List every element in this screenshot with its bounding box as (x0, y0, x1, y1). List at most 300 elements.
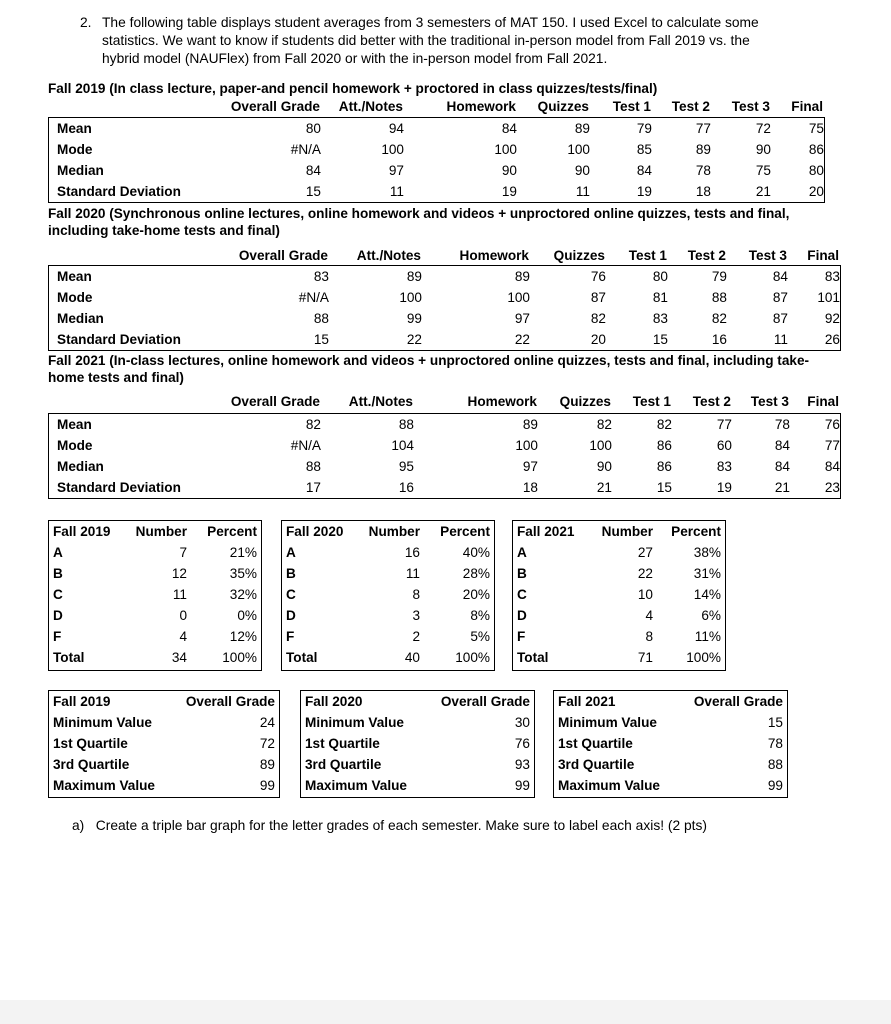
cell: 15 (652, 332, 668, 347)
col-header: Fall 2020 (305, 694, 363, 709)
cell: 93 (514, 757, 530, 772)
cell: 17 (305, 480, 321, 495)
table-row (301, 775, 534, 796)
table-row (49, 712, 279, 733)
grade-label: B (517, 566, 527, 581)
table-row (513, 605, 725, 626)
table-row (49, 563, 261, 584)
cell: 31% (693, 566, 721, 581)
col-header: Percent (671, 524, 721, 539)
col-header: Number (368, 524, 420, 539)
col-header: Fall 2019 (53, 524, 111, 539)
stat-label: 1st Quartile (53, 736, 128, 751)
grade-label: C (53, 587, 63, 602)
cell: 12 (171, 566, 187, 581)
cell: 60 (716, 438, 732, 453)
table-row (49, 542, 261, 563)
cell: 88 (313, 311, 329, 326)
col-header: Percent (207, 524, 257, 539)
table-row (49, 647, 261, 668)
cell: 26 (824, 332, 840, 347)
question-a-label: a) (72, 818, 85, 833)
row-label: Median (57, 459, 104, 474)
cell: 104 (391, 438, 414, 453)
cell: 22 (637, 566, 653, 581)
grade-label: D (53, 608, 63, 623)
stat-label: 3rd Quartile (53, 757, 130, 772)
cell: 11% (694, 629, 721, 644)
cell: 8 (645, 629, 653, 644)
cell: 82 (590, 311, 606, 326)
cell: 84 (501, 121, 517, 136)
cell: 88 (767, 757, 783, 772)
cell: 79 (711, 269, 727, 284)
intro-line-3: hybrid model (NAUFlex) from Fall 2020 or with the in-person model from Fall 2021. (102, 51, 608, 66)
cell: 32% (229, 587, 257, 602)
col-header: Homework (459, 248, 529, 263)
stat-label: 3rd Quartile (558, 757, 635, 772)
row-label: Median (57, 163, 104, 178)
cell: 80 (808, 163, 824, 178)
fall2021-stats-body (49, 414, 840, 498)
col-header: Number (601, 524, 653, 539)
cell: 79 (636, 121, 652, 136)
cell: 86 (656, 459, 672, 474)
cell: 34 (171, 650, 187, 665)
cell: 4 (179, 629, 187, 644)
cell: 21 (755, 184, 771, 199)
col-header: Overall Grade (693, 694, 783, 709)
fall2021-stats-table (48, 391, 839, 412)
table-row (282, 647, 494, 668)
table-row (282, 542, 494, 563)
cell: 100 (515, 438, 538, 453)
cell: 95 (398, 459, 414, 474)
stat-label: Maximum Value (558, 778, 660, 793)
cell: 99 (767, 778, 783, 793)
cell: 0 (179, 608, 187, 623)
fall2021-stats-box (48, 413, 841, 499)
cell: 83 (716, 459, 732, 474)
cell: 21% (229, 545, 257, 560)
table-row (49, 584, 261, 605)
cell: 76 (590, 269, 606, 284)
fall2019-stats-body (49, 118, 824, 202)
cell: 20 (808, 184, 824, 199)
cell: 7 (179, 545, 187, 560)
cell: 38% (693, 545, 721, 560)
cell: 89 (522, 417, 538, 432)
cell: 90 (596, 459, 612, 474)
table-row (513, 584, 725, 605)
fall2019-title: Fall 2019 (In class lecture, paper-and pencil homework + proctored in class quizzes/tests/final) (48, 81, 658, 96)
col-header: Test 2 (692, 394, 731, 409)
cell: 99 (259, 778, 275, 793)
cell: 100% (455, 650, 490, 665)
question-a (72, 818, 707, 833)
table-row (49, 308, 840, 329)
cell: 16 (404, 545, 420, 560)
cell: 11 (773, 332, 788, 347)
cell: 97 (522, 459, 538, 474)
table-row (49, 605, 261, 626)
grade-label: F (517, 629, 526, 644)
cell: 78 (767, 736, 783, 751)
stats-header-row (48, 245, 839, 266)
cell: 84 (772, 269, 788, 284)
cell: 76 (514, 736, 530, 751)
cell: 14% (693, 587, 721, 602)
row-label: Standard Deviation (57, 184, 181, 199)
cell: 23 (824, 480, 840, 495)
grade-label: F (53, 629, 62, 644)
fall2020-stats-table (48, 245, 839, 266)
col-header: Homework (446, 99, 516, 114)
cell: 90 (755, 142, 771, 157)
grade-label: Total (286, 650, 318, 665)
cell: 99 (406, 311, 422, 326)
cell: 89 (695, 142, 711, 157)
table-row (301, 712, 534, 733)
table-row (554, 712, 787, 733)
stats-header-row (48, 391, 839, 412)
cell: 8 (412, 587, 420, 602)
cell: 100 (507, 290, 530, 305)
table-row (513, 647, 725, 668)
cell: 89 (574, 121, 590, 136)
fall2021-quartile-table (554, 691, 787, 796)
col-header: Overall Grade (440, 694, 530, 709)
cell: 83 (313, 269, 329, 284)
cell: 71 (637, 650, 653, 665)
cell: 84 (636, 163, 652, 178)
cell: 84 (824, 459, 840, 474)
grade-label: A (517, 545, 527, 560)
fall2020-title (48, 205, 868, 239)
grade-header-row (49, 521, 261, 542)
cell: 87 (772, 311, 788, 326)
fall2019-grade-table-box (48, 520, 262, 671)
col-header: Quizzes (559, 394, 611, 409)
cell: 100% (686, 650, 721, 665)
cell: 15 (656, 480, 672, 495)
cell: 75 (755, 163, 771, 178)
cell: 77 (716, 417, 732, 432)
table-row (49, 733, 279, 754)
col-header: Test 1 (612, 99, 651, 114)
cell: 18 (522, 480, 538, 495)
col-header: Overall Grade (185, 694, 275, 709)
cell: 15 (313, 332, 329, 347)
cell: 100 (567, 142, 590, 157)
table-row (49, 160, 824, 181)
cell: 27 (637, 545, 653, 560)
col-header: Fall 2021 (517, 524, 575, 539)
cell: 81 (652, 290, 668, 305)
stats-header-row (48, 96, 823, 117)
cell: 15 (305, 184, 321, 199)
question-number: 2. (80, 15, 92, 30)
cell: 94 (388, 121, 404, 136)
cell: 12% (229, 629, 257, 644)
table-row (49, 329, 840, 350)
page-bottom-edge (0, 1000, 891, 1024)
col-header: Test 3 (748, 248, 787, 263)
col-header: Homework (467, 394, 537, 409)
cell: 100 (589, 438, 612, 453)
col-header: Percent (440, 524, 490, 539)
cell: #N/A (290, 142, 321, 157)
cell: 77 (824, 438, 840, 453)
table-row (49, 266, 840, 287)
fall2021-grade-table (513, 521, 725, 668)
table-row (49, 287, 840, 308)
fall2019-grade-table (49, 521, 261, 668)
grade-label: Total (517, 650, 549, 665)
grade-label: F (286, 629, 295, 644)
cell: 83 (824, 269, 840, 284)
cell: 78 (695, 163, 711, 178)
cell: 82 (711, 311, 727, 326)
col-header: Fall 2019 (53, 694, 111, 709)
cell: 89 (514, 269, 530, 284)
row-label: Mode (57, 438, 93, 453)
cell: 99 (514, 778, 530, 793)
fall2020-grade-table-box (281, 520, 495, 671)
cell: 84 (305, 163, 321, 178)
grade-label: C (517, 587, 527, 602)
grade-header-row (282, 521, 494, 542)
col-header: Test 2 (687, 248, 726, 263)
col-header: Quizzes (553, 248, 605, 263)
cell: 20% (462, 587, 490, 602)
grade-label: B (286, 566, 296, 581)
table-row (513, 626, 725, 647)
table-row (49, 181, 824, 202)
cell: 88 (711, 290, 727, 305)
cell: 100 (399, 290, 422, 305)
cell: 101 (817, 290, 840, 305)
cell: 86 (808, 142, 824, 157)
grade-label: A (286, 545, 296, 560)
row-label: Standard Deviation (57, 480, 181, 495)
table-row (49, 414, 840, 435)
fall2020-title-line-1: Fall 2020 (Synchronous online lectures, online homework and videos + unproctored online quizzes, tests and final, (48, 206, 790, 221)
grade-label: B (53, 566, 63, 581)
grade-header-row (513, 521, 725, 542)
cell: 85 (636, 142, 652, 157)
table-row (49, 435, 840, 456)
fall2020-grade-table (282, 521, 494, 668)
table-row (513, 542, 725, 563)
cell: 18 (695, 184, 711, 199)
fall2020-quartile-table (301, 691, 534, 796)
cell: 80 (652, 269, 668, 284)
cell: 86 (656, 438, 672, 453)
table-row (49, 775, 279, 796)
row-label: Standard Deviation (57, 332, 181, 347)
stat-label: Maximum Value (305, 778, 407, 793)
cell: 97 (388, 163, 404, 178)
row-label: Median (57, 311, 104, 326)
table-row (282, 584, 494, 605)
fall2019-stats-box (48, 117, 825, 203)
cell: 16 (711, 332, 727, 347)
cell: 11 (405, 566, 420, 581)
table-row (282, 626, 494, 647)
cell: 20 (590, 332, 606, 347)
grade-label: C (286, 587, 296, 602)
cell: 40% (462, 545, 490, 560)
cell: 84 (774, 459, 790, 474)
table-row (49, 754, 279, 775)
cell: 19 (636, 184, 652, 199)
cell: 92 (824, 311, 840, 326)
cell: 28% (462, 566, 490, 581)
stat-label: Minimum Value (53, 715, 152, 730)
col-header: Number (135, 524, 187, 539)
cell: 11 (389, 184, 404, 199)
stat-label: 1st Quartile (305, 736, 380, 751)
intro-line-1: The following table displays student averages from 3 semesters of MAT 150. I used Excel to calculate some (102, 15, 759, 30)
cell: 89 (259, 757, 275, 772)
cell: 100% (222, 650, 257, 665)
table-row (513, 563, 725, 584)
fall2021-title-line-1: Fall 2021 (In-class lectures, online homework and videos + unproctored online quizzes, tests and final, including take- (48, 353, 810, 368)
cell: 82 (656, 417, 672, 432)
fall2021-title (48, 352, 868, 386)
table-row (49, 118, 824, 139)
cell: 21 (774, 480, 790, 495)
question-a-text: Create a triple bar graph for the letter grades of each semester. Make sure to label each axis! (2 pts) (95, 818, 707, 833)
col-header: Test 1 (628, 248, 667, 263)
cell: 76 (824, 417, 840, 432)
quartile-header-row (554, 691, 787, 712)
stat-label: Minimum Value (558, 715, 657, 730)
cell: 35% (229, 566, 257, 581)
fall2020-stats-box (48, 265, 841, 351)
fall2019-quartile-table-box (48, 690, 280, 798)
cell: 82 (596, 417, 612, 432)
cell: 11 (172, 587, 187, 602)
cell: 10 (637, 587, 653, 602)
table-row (282, 563, 494, 584)
cell: 100 (381, 142, 404, 157)
cell: 11 (575, 184, 590, 199)
cell: #N/A (290, 438, 321, 453)
cell: 78 (774, 417, 790, 432)
stat-label: 3rd Quartile (305, 757, 382, 772)
cell: 6% (701, 608, 721, 623)
cell: 30 (514, 715, 530, 730)
row-label: Mode (57, 142, 93, 157)
fall2021-title-line-2: home tests and final) (48, 370, 184, 385)
grade-label: Total (53, 650, 85, 665)
cell: 5% (470, 629, 490, 644)
cell: 90 (574, 163, 590, 178)
cell: 4 (645, 608, 653, 623)
col-header: Final (807, 248, 839, 263)
col-header: Test 2 (671, 99, 710, 114)
grade-label: A (53, 545, 63, 560)
row-label: Mode (57, 290, 93, 305)
cell: #N/A (298, 290, 329, 305)
fall2019-quartile-table (49, 691, 279, 796)
fall2020-stats-body (49, 266, 840, 350)
cell: 87 (772, 290, 788, 305)
fall2021-grade-table-box (512, 520, 726, 671)
cell: 15 (767, 715, 783, 730)
quartile-header-row (301, 691, 534, 712)
cell: 90 (501, 163, 517, 178)
col-header: Att./Notes (356, 248, 421, 263)
row-label: Mean (57, 417, 92, 432)
quartile-header-row (49, 691, 279, 712)
stat-label: Minimum Value (305, 715, 404, 730)
table-row (301, 754, 534, 775)
table-row (49, 626, 261, 647)
fall2020-quartile-table-box (300, 690, 535, 798)
table-row (49, 139, 824, 160)
cell: 24 (259, 715, 275, 730)
cell: 19 (501, 184, 517, 199)
col-header: Final (807, 394, 839, 409)
table-row (554, 775, 787, 796)
cell: 21 (596, 480, 612, 495)
col-header: Att./Notes (338, 99, 403, 114)
cell: 3 (412, 608, 420, 623)
cell: 0% (237, 608, 257, 623)
fall2021-quartile-table-box (553, 690, 788, 798)
cell: 22 (406, 332, 422, 347)
cell: 82 (305, 417, 321, 432)
cell: 89 (406, 269, 422, 284)
col-header: Att./Notes (348, 394, 413, 409)
stat-label: 1st Quartile (558, 736, 633, 751)
table-row (49, 477, 840, 498)
cell: 40 (404, 650, 420, 665)
stat-label: Maximum Value (53, 778, 155, 793)
cell: 16 (398, 480, 414, 495)
cell: 80 (305, 121, 321, 136)
table-row (301, 733, 534, 754)
cell: 22 (514, 332, 530, 347)
table-row (554, 733, 787, 754)
table-row (282, 605, 494, 626)
cell: 75 (808, 121, 824, 136)
cell: 83 (652, 311, 668, 326)
row-label: Mean (57, 121, 92, 136)
cell: 72 (755, 121, 771, 136)
grade-label: D (286, 608, 296, 623)
col-header: Test 1 (632, 394, 671, 409)
cell: 100 (494, 142, 517, 157)
col-header: Test 3 (750, 394, 789, 409)
col-header: Final (791, 99, 823, 114)
cell: 2 (412, 629, 420, 644)
row-label: Mean (57, 269, 92, 284)
cell: 87 (590, 290, 606, 305)
col-header: Quizzes (537, 99, 589, 114)
cell: 19 (716, 480, 732, 495)
cell: 88 (305, 459, 321, 474)
cell: 72 (259, 736, 275, 751)
table-row (554, 754, 787, 775)
cell: 84 (774, 438, 790, 453)
fall2020-title-line-2: including take-home tests and final) (48, 223, 280, 238)
cell: 97 (514, 311, 530, 326)
col-header: Overall Grade (230, 99, 320, 114)
